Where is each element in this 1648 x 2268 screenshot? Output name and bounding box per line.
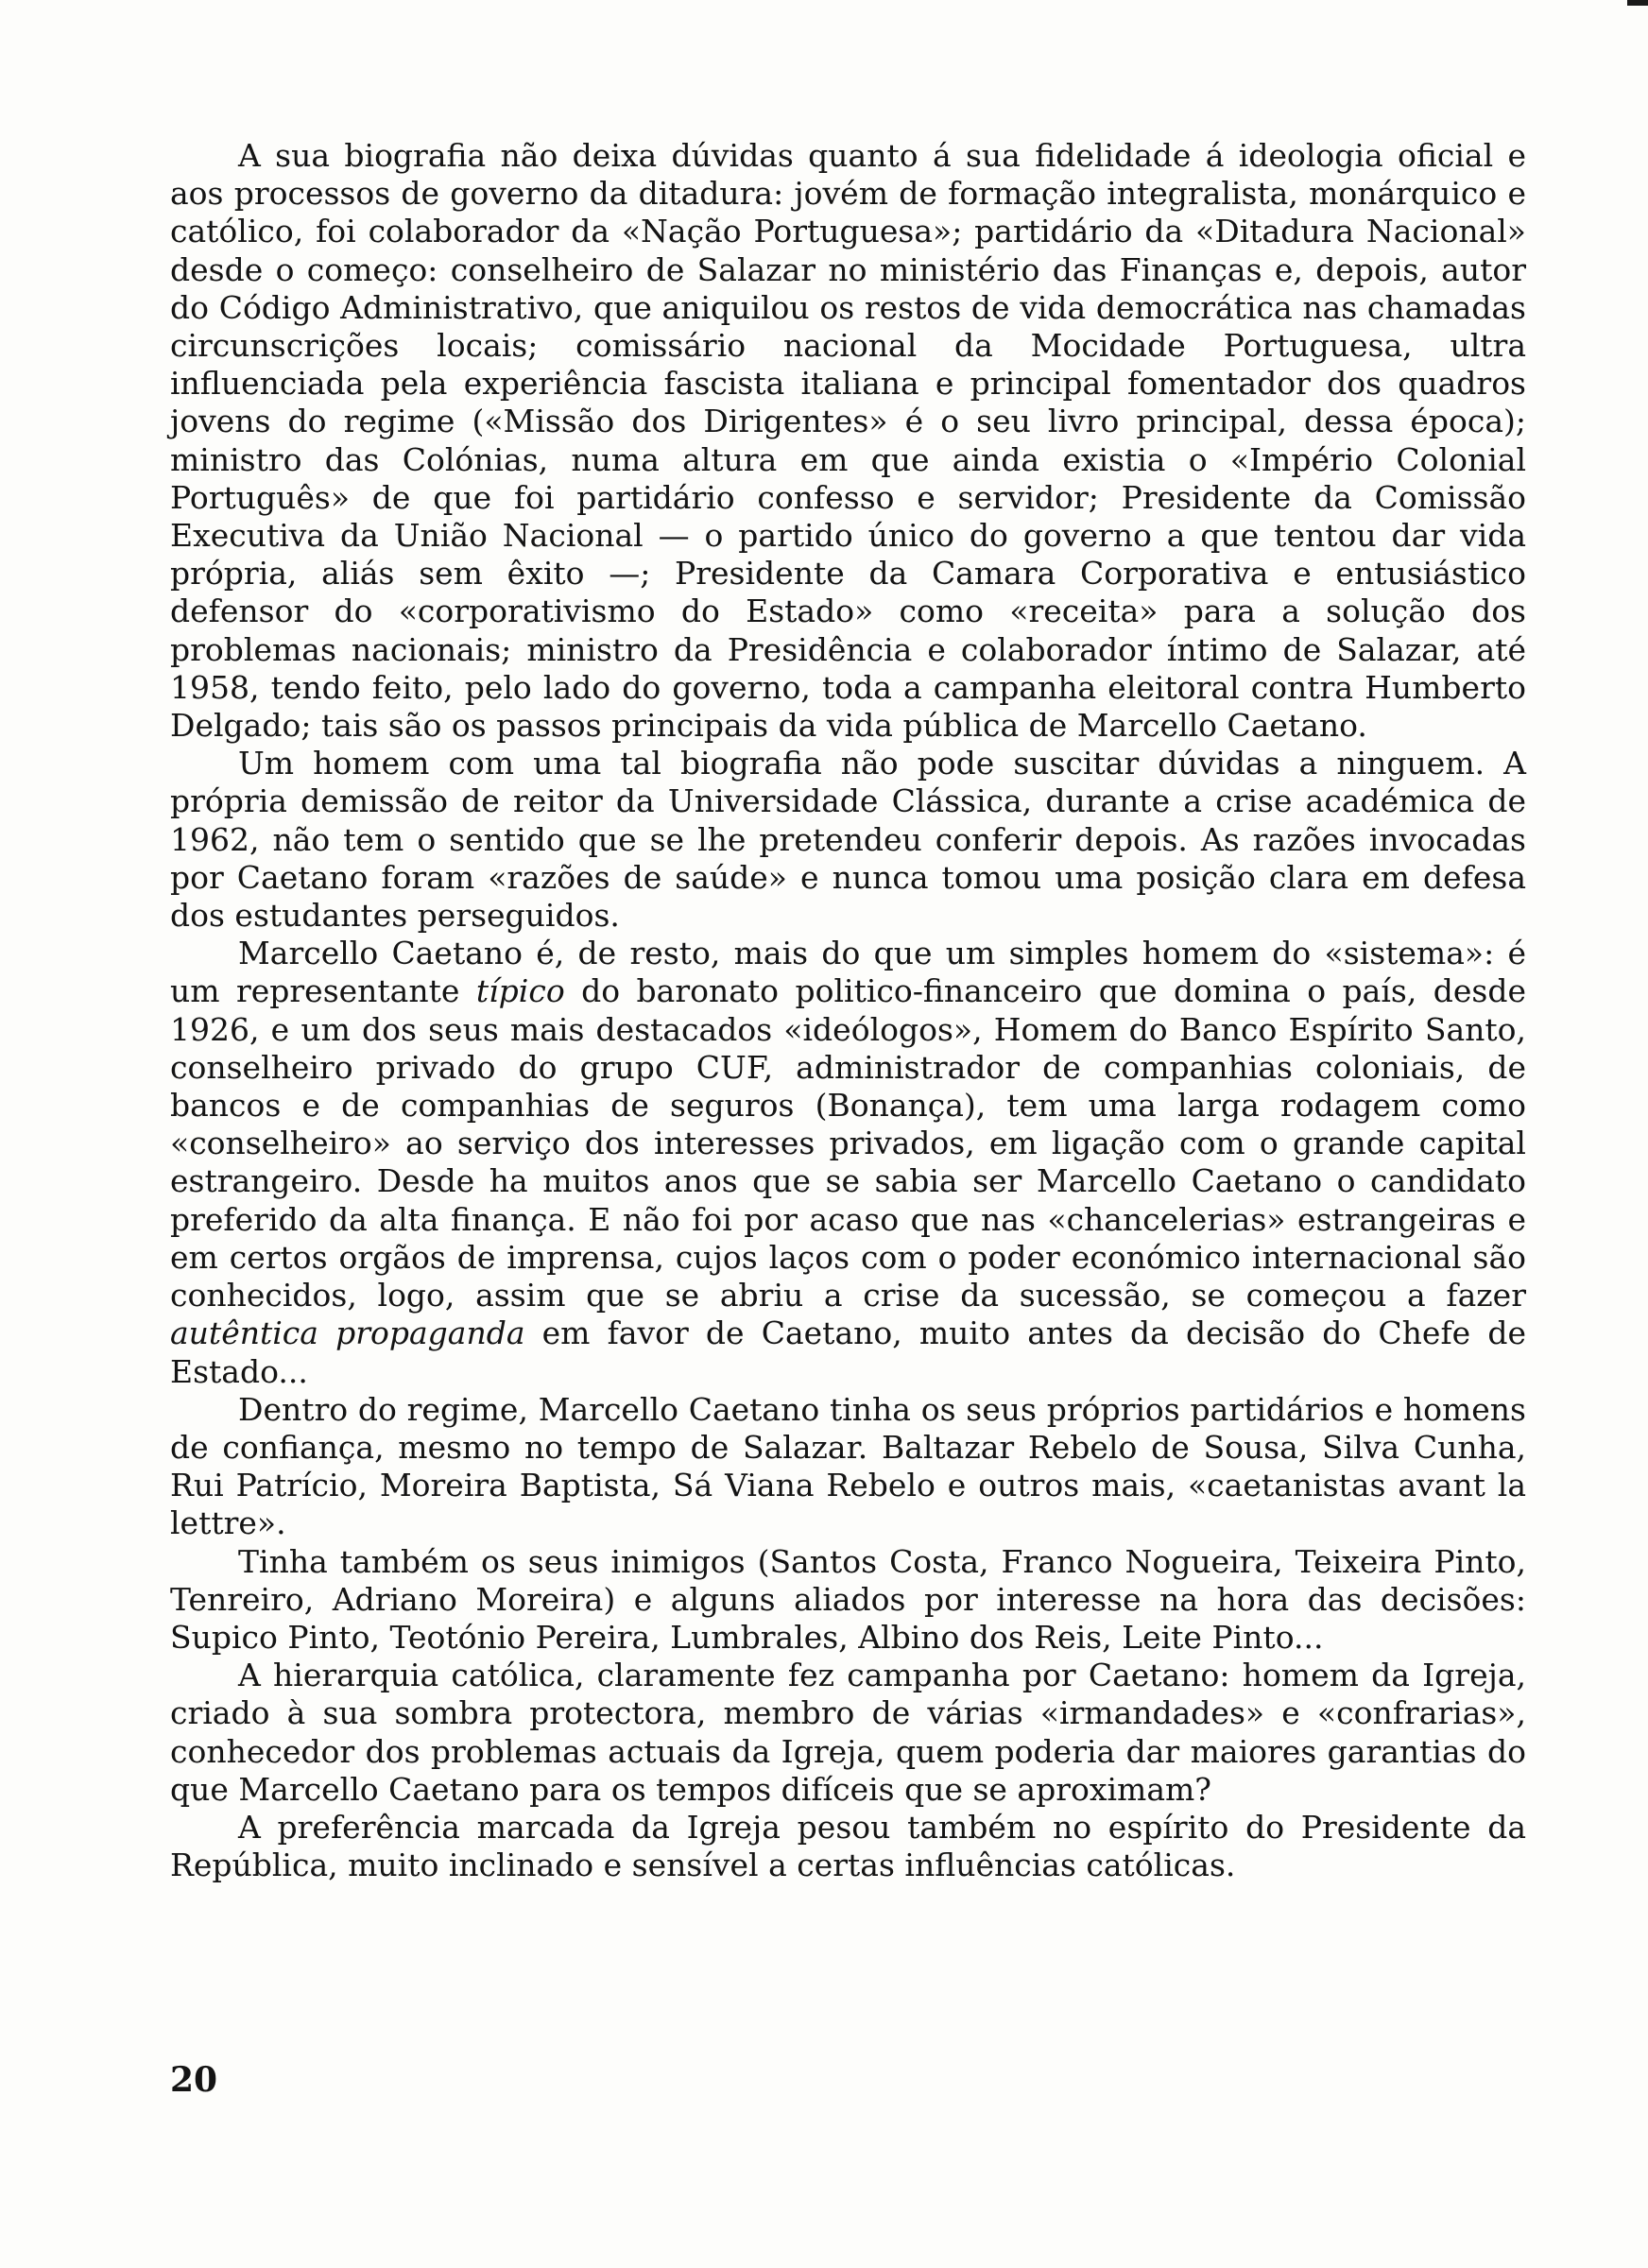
paragraph-text: Tinha também os seus inimigos (Santos Costa, Franco Nogueira, Teixeira Pinto, Tenreiro, Adriano Moreira) e alguns aliados por interesse na hora das decisões: Supico Pinto, Teotónio Pereira, Lumbrales, Albino dos Reis, Leite Pinto... [170, 1542, 1526, 1656]
paragraph [170, 1391, 1526, 1543]
paragraph [170, 1657, 1526, 1809]
paragraph-text: em favor de Caetano, muito antes da decisão do Chefe de Estado... [170, 1314, 1526, 1390]
paragraph-text: Um homem com uma tal biografia não pode suscitar dúvidas a ninguem. A própria demissão de reitor da Universidade Clássica, durante a crise académica de 1962, não tem o sentido que se lhe pretendeu conferir depois. As razões invocadas por Caetano foram «razões de saúde» e nunca tomou uma posição clara em defesa dos estudantes perseguidos. [170, 745, 1526, 935]
body-text [170, 137, 1526, 1884]
paragraph [170, 935, 1526, 1390]
paragraph [170, 1543, 1526, 1658]
italic-text: típico [475, 972, 565, 1010]
paragraph-text: A sua biografia não deixa dúvidas quanto á sua fidelidade á ideologia oficial e aos processos de governo da ditadura: jovém de formação integralista, monárquico e católico, foi colaborador da «Nação Portuguesa»; partidário da «Ditadura Nacional» desde o começo: conselheiro de Salazar no ministério das Finanças e, depois, autor do Código Administrativo, que aniquilou os restos de vida democrática nas chamadas circunscrições locais; comissário nacional da Mocidade Portuguesa, ultra influenciada pela experiência fascista italiana e principal fomentador dos quadros jovens do regime («Missão dos Dirigentes» é o seu livro principal, dessa época); ministro das Colónias, numa altura em que ainda existia o «Império Colonial Português» de que foi partidário confesso e servidor; Presidente da Comissão Executiva da União Nacional — o partido único do governo a que tentou dar vida própria, aliás sem êxito —; Presidente da Camara Corporativa e entusiástico defensor do «corporativismo do Estado» como «receita» para a solução dos problemas nacionais; ministro da Presidência e colaborador íntimo de Salazar, até 1958, tendo feito, pelo lado do governo, toda a campanha eleitoral contra Humberto Delgado; tais são os passos principais da vida pública de Marcello Caetano. [170, 137, 1526, 745]
page-number: 20 [170, 2060, 218, 2100]
paragraph-text: do baronato politico-financeiro que domina o país, desde 1926, e um dos seus mais destacados «ideólogos», Homem do Banco Espírito Santo, conselheiro privado do grupo CUF, administrador de companhias coloniais, de bancos e de companhias de seguros (Bonança), tem uma larga rodagem como «conselheiro» ao serviço dos interesses privados, em ligação com o grande capital estrangeiro. Desde ha muitos anos que se sabia ser Marcello Caetano o candidato preferido da alta finança. E não foi por acaso que nas «chancelerias» estrangeiras e em certos orgãos de imprensa, cujos laços com o poder económico internacional são conhecidos, logo, assim que se abriu a crise da sucessão, se começou a fazer [170, 972, 1526, 1314]
paragraph-text: Dentro do regime, Marcello Caetano tinha os seus próprios partidários e homens de confiança, mesmo no tempo de Salazar. Baltazar Rebelo de Sousa, Silva Cunha, Rui Patrício, Moreira Baptista, Sá Viana Rebelo e outros mais, «caetanistas avant la lettre». [170, 1390, 1526, 1542]
paragraph [170, 1809, 1526, 1884]
paragraph-text: A preferência marcada da Igreja pesou também no espírito do Presidente da República, muito inclinado e sensível a certas influências católicas. [170, 1808, 1526, 1884]
italic-text: autêntica propaganda [170, 1314, 525, 1352]
paragraph-text: A hierarquia católica, claramente fez campanha por Caetano: homem da Igreja, criado à sua sombra protectora, membro de várias «irmandades» e «confrarias», conhecedor dos problemas actuais da Igreja, quem poderia dar maiores garantias do que Marcello Caetano para os tempos difíceis que se aproximam? [170, 1657, 1526, 1808]
scan-corner-mark [1627, 0, 1648, 6]
paragraph [170, 745, 1526, 935]
paragraph-text: Marcello Caetano é, de resto, mais do que um simples homem do «sistema»: é um representante [170, 935, 1526, 1010]
paragraph [170, 137, 1526, 745]
